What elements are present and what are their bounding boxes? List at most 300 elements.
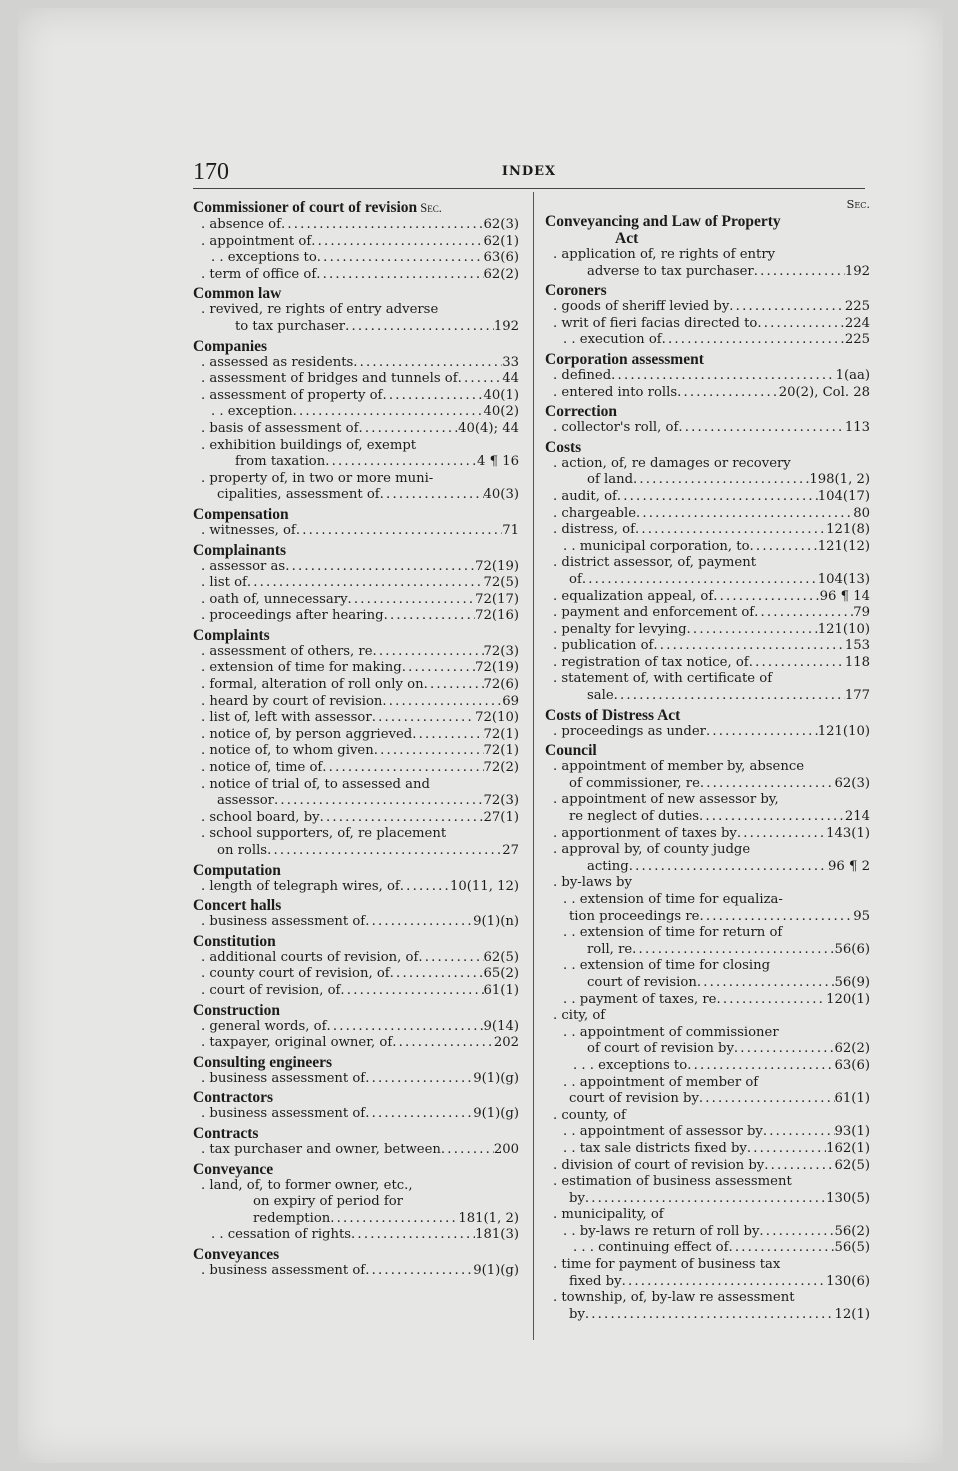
index-heading-text: Conveyancing and Law of Property bbox=[545, 213, 781, 230]
index-entry bbox=[193, 760, 519, 777]
index-heading-text: Complaints bbox=[193, 626, 270, 644]
leader-dots bbox=[582, 572, 818, 589]
index-entry-text: of bbox=[569, 571, 582, 587]
section-reference: 72(16) bbox=[475, 608, 519, 624]
index-entry-text: . assessment of property of bbox=[201, 387, 383, 403]
index-entry-text: . notice of, time of bbox=[201, 760, 323, 776]
section-reference: 33 bbox=[502, 354, 519, 370]
index-entry bbox=[545, 555, 870, 572]
leader-dots bbox=[267, 843, 502, 860]
section-reference: 72(5) bbox=[483, 575, 519, 591]
section-reference: 62(2) bbox=[834, 1041, 870, 1057]
leader-dots bbox=[365, 1263, 473, 1280]
index-entry-text: . . exceptions to bbox=[211, 250, 317, 266]
leader-dots bbox=[687, 622, 818, 639]
section-reference: 72(19) bbox=[475, 558, 519, 574]
index-entry-text: . township, of, by-law re assessment bbox=[553, 1290, 795, 1306]
leader-dots bbox=[662, 332, 845, 349]
leader-dots bbox=[713, 589, 819, 606]
index-entry-text: . basis of assessment of bbox=[201, 420, 359, 436]
index-entry bbox=[193, 879, 519, 896]
index-entry bbox=[545, 1307, 870, 1324]
section-reference: 113 bbox=[844, 420, 870, 436]
section-reference: 104(17) bbox=[817, 488, 870, 504]
section-reference: 130(5) bbox=[826, 1190, 870, 1206]
section-reference: 202 bbox=[493, 1035, 519, 1051]
index-entry-text: . statement of, with certificate of bbox=[553, 671, 773, 687]
index-entry-text: . length of telegraph wires, of bbox=[201, 878, 400, 894]
index-entry bbox=[193, 677, 519, 694]
leader-dots bbox=[402, 660, 475, 677]
index-heading bbox=[545, 742, 870, 759]
index-entry-text: re neglect of duties bbox=[569, 809, 699, 825]
page-number: 170 bbox=[193, 159, 229, 185]
index-entry bbox=[193, 487, 519, 504]
index-entry bbox=[545, 925, 870, 942]
index-heading bbox=[545, 439, 870, 456]
index-entry bbox=[193, 1263, 519, 1280]
index-entry bbox=[193, 319, 519, 336]
index-heading-text: Construction bbox=[193, 1001, 280, 1019]
index-entry bbox=[545, 992, 870, 1009]
leader-dots bbox=[412, 727, 483, 744]
section-reference: 121(10) bbox=[817, 723, 870, 739]
index-heading-text: Concert halls bbox=[193, 897, 282, 915]
index-entry-text: . assessment of others, re bbox=[201, 643, 373, 659]
section-reference: 80 bbox=[853, 505, 870, 521]
section-reference: 62(1) bbox=[483, 233, 519, 249]
index-heading bbox=[193, 933, 519, 950]
index-entry-text: . goods of sheriff levied by bbox=[553, 299, 730, 315]
index-entry bbox=[193, 843, 519, 860]
index-entry bbox=[545, 859, 870, 876]
section-reference: 9(14) bbox=[483, 1018, 519, 1034]
section-reference: 95 bbox=[853, 908, 870, 924]
index-heading-text: Council bbox=[545, 742, 597, 760]
section-reference: 62(3) bbox=[834, 775, 870, 791]
index-entry bbox=[193, 826, 519, 843]
section-reference: 72(1) bbox=[483, 743, 519, 759]
index-entry-text: . . by-laws re return of roll by bbox=[563, 1223, 760, 1239]
leader-dots bbox=[629, 859, 828, 876]
index-heading-continuation: Act bbox=[615, 230, 639, 247]
index-entry-text: . term of office of bbox=[201, 266, 317, 282]
index-entry-text: . business assessment of bbox=[201, 1262, 366, 1278]
index-entry-text: . proceedings after hearing bbox=[201, 608, 384, 624]
index-entry bbox=[545, 539, 870, 556]
leader-dots bbox=[653, 638, 844, 655]
leader-dots bbox=[750, 539, 818, 556]
leader-dots bbox=[687, 1058, 834, 1075]
section-reference: 72(1) bbox=[483, 726, 519, 742]
leader-dots bbox=[400, 879, 450, 896]
leader-dots bbox=[614, 688, 845, 705]
index-entry-text: . publication of bbox=[553, 638, 654, 654]
index-entry bbox=[545, 1058, 870, 1075]
index-entry bbox=[193, 1071, 519, 1088]
section-reference: 121(10) bbox=[817, 621, 870, 637]
index-entry-text: . revived, re rights of entry adverse bbox=[201, 302, 439, 318]
leader-dots bbox=[325, 454, 477, 471]
section-reference: 72(3) bbox=[483, 643, 519, 659]
index-entry bbox=[545, 1008, 870, 1025]
index-entry-text: . municipality, of bbox=[553, 1207, 664, 1223]
index-entry bbox=[545, 472, 870, 489]
index-entry-text: . action, of, re damages or recovery bbox=[553, 455, 791, 471]
index-entry bbox=[193, 727, 519, 744]
index-entry bbox=[193, 1035, 519, 1052]
index-entry bbox=[193, 523, 519, 540]
index-entry-text: . assessment of bridges and tunnels of bbox=[201, 371, 458, 387]
index-entry-text: roll, re bbox=[587, 941, 633, 957]
index-heading-text: Coroners bbox=[545, 282, 607, 300]
index-entry-text: . witnesses, of bbox=[201, 522, 296, 538]
index-entry bbox=[545, 1041, 870, 1058]
index-entry bbox=[545, 638, 870, 655]
index-entry-text: . chargeable bbox=[553, 505, 637, 521]
section-reference: 71 bbox=[502, 522, 519, 538]
index-entry-text: . . municipal corporation, to bbox=[563, 538, 750, 554]
index-entry bbox=[193, 710, 519, 727]
index-entry bbox=[545, 622, 870, 639]
index-entry-text: . tax purchaser and owner, between bbox=[201, 1141, 441, 1157]
index-entry bbox=[193, 644, 519, 661]
index-heading-text: Costs of Distress Act bbox=[545, 706, 681, 724]
leader-dots bbox=[441, 1142, 494, 1159]
section-reference: 40(2) bbox=[483, 404, 519, 420]
index-entry bbox=[193, 388, 519, 405]
index-entry-text: . equalization appeal, of bbox=[553, 588, 714, 604]
leader-dots bbox=[706, 724, 818, 741]
section-reference: 79 bbox=[853, 605, 870, 621]
index-entry bbox=[193, 575, 519, 592]
leader-dots bbox=[635, 522, 826, 539]
index-entry-text: . . appointment of member of bbox=[563, 1074, 759, 1090]
index-entry-text: . writ of fieri facias directed to bbox=[553, 315, 758, 331]
section-reference: 93(1) bbox=[834, 1124, 870, 1140]
index-entry bbox=[545, 688, 870, 705]
section-reference: 181(1, 2) bbox=[458, 1210, 519, 1226]
index-entry-text: by bbox=[569, 1190, 585, 1206]
section-reference: 192 bbox=[844, 263, 870, 279]
index-entry bbox=[193, 1211, 519, 1228]
leader-dots bbox=[322, 760, 483, 777]
section-reference: 72(6) bbox=[483, 677, 519, 693]
running-header bbox=[193, 158, 865, 189]
index-entry-text: . city, of bbox=[553, 1008, 606, 1024]
index-entry-text: . penalty for levying bbox=[553, 621, 687, 637]
index-heading bbox=[545, 351, 870, 368]
section-reference: 9(1)(g) bbox=[473, 1106, 519, 1122]
leader-dots bbox=[458, 371, 503, 388]
index-entry bbox=[545, 1124, 870, 1141]
sec-label: Sec. bbox=[846, 197, 870, 211]
index-entry bbox=[545, 299, 870, 316]
index-entry bbox=[545, 892, 870, 909]
section-reference: 27 bbox=[502, 843, 519, 858]
section-reference: 192 bbox=[493, 318, 519, 334]
index-entry bbox=[193, 404, 519, 421]
index-entry-text: assessor bbox=[217, 793, 274, 809]
section-reference: 72(3) bbox=[483, 793, 519, 809]
index-heading bbox=[193, 897, 519, 914]
leader-dots bbox=[717, 992, 827, 1009]
index-entry bbox=[545, 1224, 870, 1241]
section-reference: 56(6) bbox=[834, 941, 870, 957]
index-entry-text: of land bbox=[587, 472, 634, 488]
index-entry-text: . defined bbox=[553, 367, 612, 383]
section-reference: 56(2) bbox=[834, 1223, 870, 1239]
index-entry-text: . proceedings as under bbox=[553, 723, 706, 739]
section-reference: 72(19) bbox=[475, 660, 519, 676]
leader-dots bbox=[330, 1211, 458, 1228]
leader-dots bbox=[424, 677, 484, 694]
index-entry-text: . . tax sale districts fixed by bbox=[563, 1140, 747, 1156]
leader-dots bbox=[247, 575, 484, 592]
index-entry-text: of commissioner, re bbox=[569, 775, 700, 791]
leader-dots bbox=[749, 655, 845, 672]
index-entry-text: . list of, left with assessor bbox=[201, 710, 372, 726]
leader-dots bbox=[734, 1041, 835, 1058]
index-entry bbox=[193, 421, 519, 438]
leader-dots bbox=[759, 1224, 834, 1241]
section-reference: 9(1)(n) bbox=[473, 914, 519, 930]
index-heading-text: Complainants bbox=[193, 541, 287, 559]
index-entry-text: . land, of, to former owner, etc., bbox=[201, 1177, 413, 1193]
index-entry bbox=[193, 371, 519, 388]
index-entry bbox=[545, 671, 870, 688]
index-entry-text: to tax purchaser bbox=[235, 318, 346, 334]
index-entry bbox=[545, 1207, 870, 1224]
index-entry-text: . . appointment of assessor by bbox=[563, 1124, 763, 1140]
leader-dots bbox=[700, 776, 835, 793]
section-reference: 62(5) bbox=[834, 1157, 870, 1173]
index-entry bbox=[193, 217, 519, 234]
leader-dots bbox=[384, 608, 476, 625]
index-entry bbox=[193, 438, 519, 455]
index-heading bbox=[193, 506, 519, 523]
leader-dots bbox=[348, 592, 476, 609]
index-entry bbox=[193, 267, 519, 284]
index-entry bbox=[545, 724, 870, 741]
leader-dots bbox=[585, 1307, 835, 1324]
index-entry bbox=[193, 559, 519, 576]
index-heading bbox=[545, 282, 870, 299]
index-entry-text: . distress, of bbox=[553, 522, 635, 538]
leader-dots bbox=[729, 299, 845, 316]
index-entry bbox=[545, 826, 870, 843]
index-entry bbox=[193, 454, 519, 471]
index-entry-text: . . payment of taxes, re bbox=[563, 991, 717, 1007]
index-entry-text: acting bbox=[587, 858, 629, 874]
index-entry bbox=[545, 909, 870, 926]
section-reference: 198(1, 2) bbox=[809, 472, 870, 488]
index-heading bbox=[193, 1089, 519, 1106]
index-entry bbox=[545, 420, 870, 437]
index-entry-text: . notice of, to whom given bbox=[201, 743, 374, 759]
index-entry bbox=[193, 1142, 519, 1159]
leader-dots bbox=[345, 319, 494, 336]
section-reference: 62(2) bbox=[483, 266, 519, 282]
leader-dots bbox=[764, 1158, 834, 1175]
index-entry bbox=[545, 1274, 870, 1291]
index-entry bbox=[545, 247, 870, 264]
index-entry-text: . assessor as bbox=[201, 558, 286, 574]
index-heading-text: Contractors bbox=[193, 1089, 274, 1107]
leader-dots bbox=[320, 810, 484, 827]
index-entry-text: on rolls bbox=[217, 843, 268, 858]
index-heading bbox=[193, 1054, 519, 1071]
index-entry bbox=[545, 1091, 870, 1108]
index-entry-text: from taxation bbox=[235, 454, 326, 470]
section-reference: 72(2) bbox=[483, 760, 519, 776]
section-reference: 1(aa) bbox=[835, 367, 870, 383]
index-entry bbox=[545, 1075, 870, 1092]
section-reference: 121(8) bbox=[826, 522, 870, 538]
leader-dots bbox=[699, 1091, 835, 1108]
section-reference: 61(1) bbox=[483, 982, 519, 998]
index-entry bbox=[545, 1191, 870, 1208]
index-heading bbox=[193, 199, 519, 217]
index-entry-text: . business assessment of bbox=[201, 1106, 366, 1122]
section-reference: 121(12) bbox=[817, 538, 870, 554]
index-entry-text: . exhibition buildings of, exempt bbox=[201, 437, 417, 453]
index-entry-text: . . . exceptions to bbox=[573, 1057, 688, 1073]
index-heading-text: Correction bbox=[545, 403, 618, 421]
index-heading bbox=[193, 627, 519, 644]
index-entry bbox=[545, 1025, 870, 1042]
index-heading-text: Computation bbox=[193, 861, 281, 879]
leader-dots bbox=[373, 644, 484, 661]
index-entry bbox=[193, 234, 519, 251]
index-entry bbox=[545, 456, 870, 473]
index-entry bbox=[545, 1290, 870, 1307]
index-entry-text: . . cessation of rights bbox=[211, 1227, 352, 1243]
index-entry-text: . . extension of time for return of bbox=[563, 925, 783, 941]
index-entry bbox=[193, 592, 519, 609]
index-entry-text: . appointment of member by, absence bbox=[553, 759, 805, 775]
index-entry-text: . school supporters, of, re placement bbox=[201, 826, 447, 842]
section-reference: 40(4); 44 bbox=[458, 420, 519, 436]
section-reference: 10(11, 12) bbox=[449, 878, 519, 894]
index-heading-text: Common law bbox=[193, 285, 282, 303]
index-entry bbox=[545, 316, 870, 333]
index-entry-text: cipalities, assessment of bbox=[217, 487, 380, 503]
index-entry-text: . apportionment of taxes by bbox=[553, 825, 737, 841]
index-column-left bbox=[193, 197, 519, 1280]
index-entry bbox=[193, 983, 519, 1000]
leader-dots bbox=[365, 1071, 473, 1088]
section-reference: 63(6) bbox=[834, 1057, 870, 1073]
index-entry bbox=[545, 809, 870, 826]
index-entry-text: . absence of bbox=[201, 217, 281, 232]
index-heading bbox=[193, 285, 519, 302]
index-heading-text: Commissioner of court of revision bbox=[193, 199, 418, 216]
index-entry bbox=[545, 1174, 870, 1191]
index-entry-text: of court of revision by bbox=[587, 1041, 734, 1057]
section-reference: 224 bbox=[844, 315, 870, 331]
section-reference: 120(1) bbox=[826, 991, 870, 1007]
index-entry bbox=[193, 1178, 519, 1195]
leader-dots bbox=[316, 267, 483, 284]
index-entry bbox=[545, 572, 870, 589]
index-entry bbox=[545, 1141, 870, 1158]
section-reference: 225 bbox=[844, 299, 870, 315]
section-reference: 9(1)(g) bbox=[473, 1070, 519, 1086]
leader-dots bbox=[293, 404, 484, 421]
index-heading bbox=[193, 1002, 519, 1019]
index-entry-text: by bbox=[569, 1306, 585, 1322]
running-title: INDEX bbox=[501, 164, 557, 179]
index-entry bbox=[193, 1194, 519, 1211]
index-heading-text: Compensation bbox=[193, 505, 289, 523]
index-heading bbox=[545, 213, 870, 230]
section-reference: 200 bbox=[493, 1141, 519, 1157]
leader-dots bbox=[699, 809, 845, 826]
index-entry bbox=[545, 842, 870, 859]
index-heading-text: Contracts bbox=[193, 1124, 259, 1142]
index-entry-text: . taxpayer, original owner, of bbox=[201, 1035, 393, 1051]
index-entry bbox=[545, 958, 870, 975]
index-entry-text: . court of revision, of bbox=[201, 982, 341, 998]
index-entry bbox=[545, 332, 870, 349]
leader-dots bbox=[285, 559, 475, 576]
index-entry bbox=[193, 694, 519, 711]
leader-dots bbox=[382, 388, 483, 405]
leader-dots bbox=[374, 743, 484, 760]
index-entry bbox=[545, 385, 870, 402]
index-entry-text: redemption bbox=[253, 1210, 331, 1226]
index-entry bbox=[193, 950, 519, 967]
leader-dots bbox=[636, 506, 853, 523]
section-reference: 63(6) bbox=[483, 250, 519, 266]
index-entry-text: court of revision bbox=[587, 974, 697, 990]
index-entry-text: . notice of trial of, to assessed and bbox=[201, 776, 430, 792]
index-entry-text: . application of, re rights of entry bbox=[553, 247, 776, 262]
index-entry-text: . appointment of new assessor by, bbox=[553, 792, 779, 808]
index-entry-text: tion proceedings re bbox=[569, 908, 700, 924]
leader-dots bbox=[365, 1106, 473, 1123]
section-reference: 96 ¶ 14 bbox=[819, 588, 870, 604]
index-entry bbox=[193, 660, 519, 677]
leader-dots bbox=[418, 950, 483, 967]
leader-dots bbox=[365, 914, 473, 931]
index-heading-text: Conveyance bbox=[193, 1160, 274, 1178]
index-heading-text: Companies bbox=[193, 337, 268, 355]
index-entry-text: . approval by, of county judge bbox=[553, 842, 751, 858]
index-entry-text: . notice of, by person aggrieved bbox=[201, 726, 413, 742]
index-entry-text: . . . continuing effect of bbox=[573, 1240, 729, 1256]
index-heading bbox=[193, 862, 519, 879]
leader-dots bbox=[380, 487, 484, 504]
section-reference: 65(2) bbox=[483, 966, 519, 982]
leader-dots bbox=[754, 605, 853, 622]
index-entry bbox=[193, 302, 519, 319]
index-entry-text: . audit, of bbox=[553, 488, 617, 504]
section-reference: 72(10) bbox=[475, 710, 519, 726]
section-reference: 181(3) bbox=[475, 1227, 519, 1243]
index-entry bbox=[545, 942, 870, 959]
leader-dots bbox=[326, 1019, 483, 1036]
index-entry bbox=[545, 368, 870, 385]
index-entry-text: . . exception bbox=[211, 404, 293, 420]
section-reference: 225 bbox=[844, 332, 870, 348]
index-entry-text: on expiry of period for bbox=[253, 1194, 403, 1210]
index-entry-text: . collector's roll, of bbox=[553, 420, 679, 436]
leader-dots bbox=[611, 368, 835, 385]
leader-dots bbox=[372, 710, 475, 727]
index-heading bbox=[193, 338, 519, 355]
